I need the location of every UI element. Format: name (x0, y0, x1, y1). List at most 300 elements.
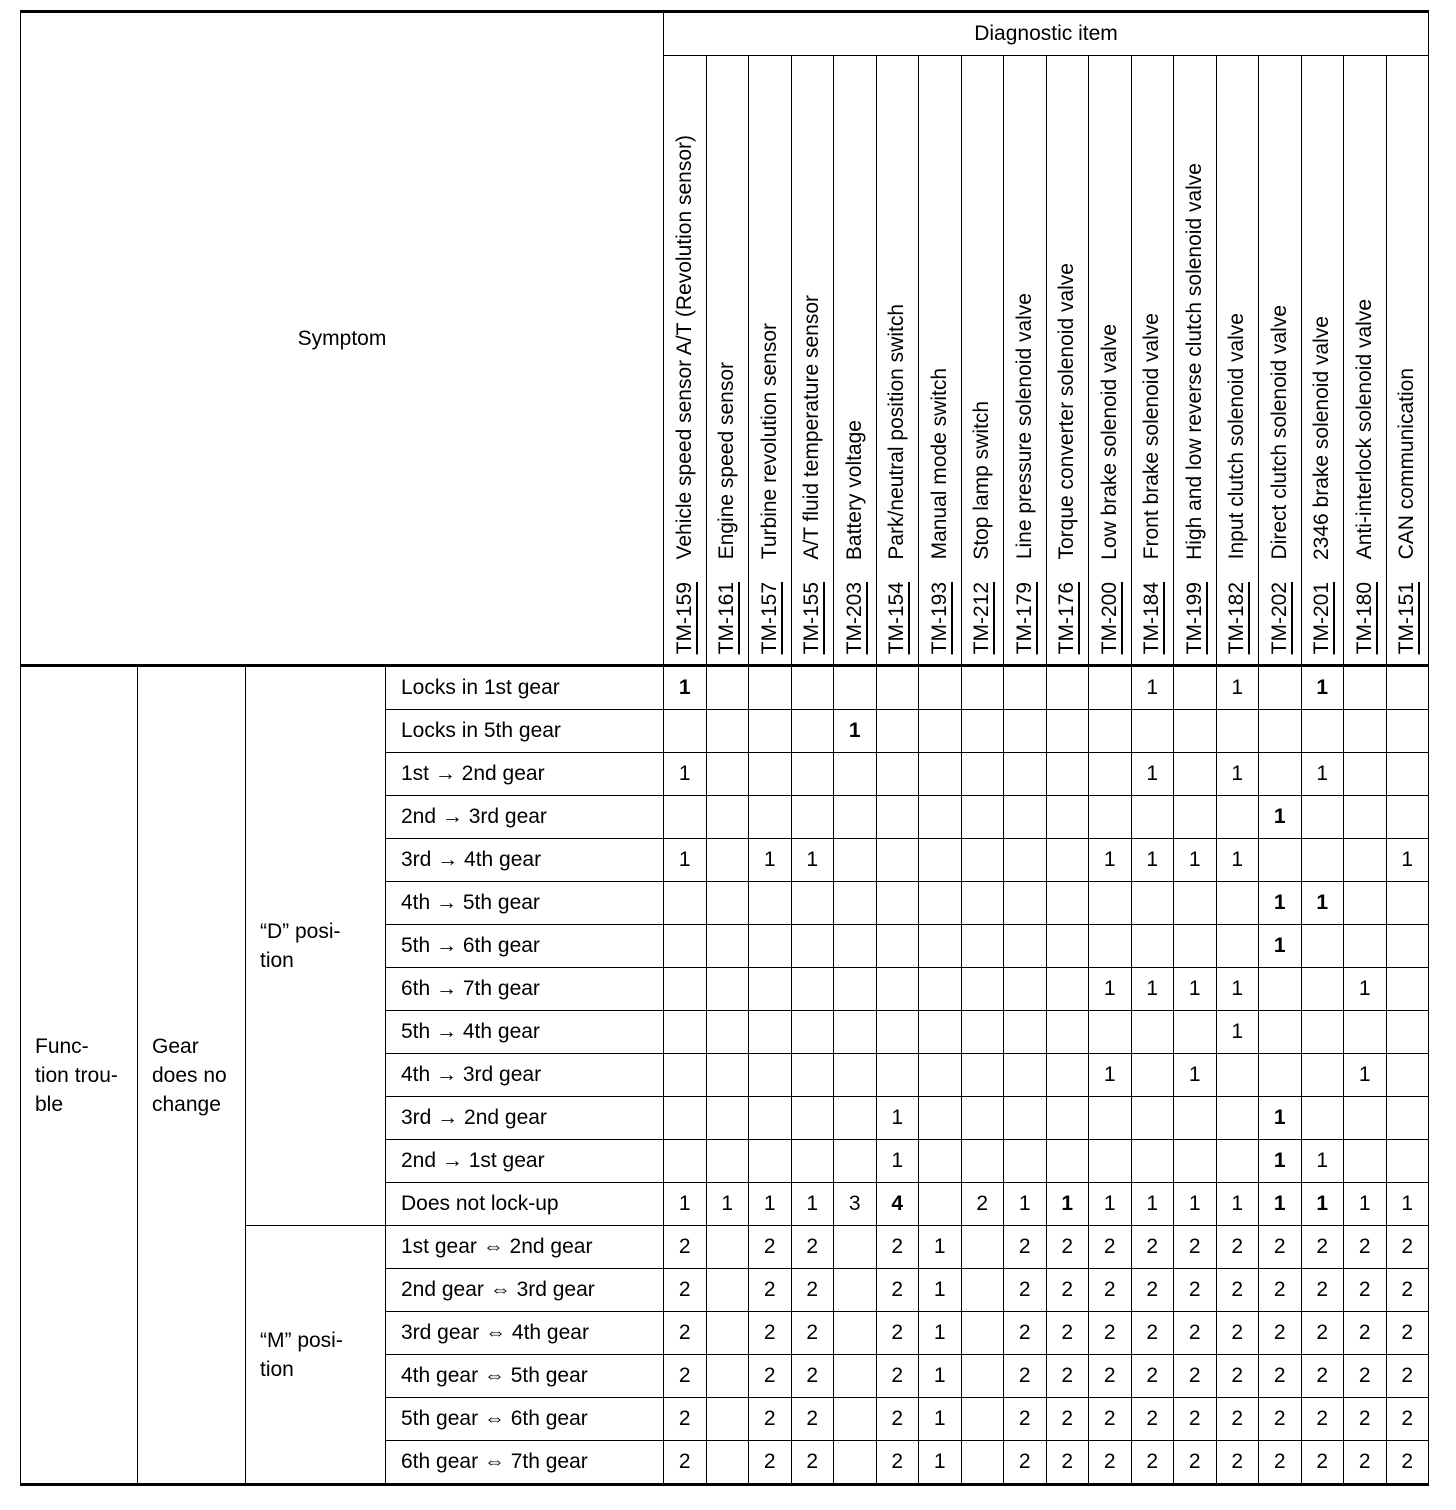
cell-value: 2 (876, 1269, 919, 1312)
column-name: Engine speed sensor (715, 362, 739, 560)
cell-value: 2 (664, 1441, 707, 1485)
cell-value (749, 1097, 792, 1140)
column-ref-link[interactable]: TM-180 (1352, 581, 1376, 654)
diagnostic-item-header: Diagnostic item (664, 12, 1429, 56)
cell-value (749, 1054, 792, 1097)
column-ref-link[interactable]: TM-200 (1097, 581, 1121, 654)
column-ref-link[interactable]: TM-179 (1012, 581, 1036, 654)
cell-value: 2 (1046, 1226, 1089, 1269)
column-name: Manual mode switch (927, 368, 951, 560)
cell-value (1259, 710, 1302, 753)
cell-value: 2 (1386, 1398, 1429, 1441)
cell-value (1046, 1011, 1089, 1054)
column-header (1344, 56, 1387, 666)
cell-value (961, 666, 1004, 710)
cell-value (1301, 710, 1344, 753)
cell-value (961, 1441, 1004, 1485)
cell-value (1089, 882, 1132, 925)
cell-value: 2 (1004, 1226, 1047, 1269)
group-gear-no-change: Gear does no change (138, 666, 246, 1485)
cell-value: 1 (791, 1183, 834, 1226)
cell-value (1386, 1140, 1429, 1183)
cell-value (791, 968, 834, 1011)
cell-value: 2 (664, 1398, 707, 1441)
cell-value: 2 (1386, 1269, 1429, 1312)
cell-value (961, 1097, 1004, 1140)
cell-value (1216, 1097, 1259, 1140)
cell-value (1046, 968, 1089, 1011)
cell-value (664, 1140, 707, 1183)
cell-value (1174, 1097, 1217, 1140)
cell-value (706, 1269, 749, 1312)
cell-value (664, 925, 707, 968)
cell-value (1131, 710, 1174, 753)
cell-value (1089, 666, 1132, 710)
cell-value (919, 1097, 962, 1140)
cell-value (961, 839, 1004, 882)
symptom-label: 3rd → 2nd gear (386, 1097, 664, 1140)
cell-value (1301, 839, 1344, 882)
cell-value (834, 753, 877, 796)
cell-value (791, 925, 834, 968)
cell-value (706, 1312, 749, 1355)
cell-value: 2 (1131, 1441, 1174, 1485)
cell-value (706, 1398, 749, 1441)
cell-value (961, 925, 1004, 968)
cell-value (1004, 882, 1047, 925)
cell-value: 1 (1089, 1183, 1132, 1226)
cell-value (919, 666, 962, 710)
cell-value (1089, 796, 1132, 839)
cell-value: 2 (1174, 1269, 1217, 1312)
cell-value (1089, 925, 1132, 968)
column-header (706, 56, 749, 666)
cell-value: 1 (1216, 1011, 1259, 1054)
symptom-label: Does not lock-up (386, 1183, 664, 1226)
cell-value (961, 1011, 1004, 1054)
cell-value (1301, 1054, 1344, 1097)
cell-value (706, 839, 749, 882)
cell-value: 1 (1344, 968, 1387, 1011)
diagnostic-table (20, 10, 1429, 1486)
cell-value (1089, 1097, 1132, 1140)
cell-value: 2 (749, 1226, 792, 1269)
cell-value: 2 (1301, 1312, 1344, 1355)
cell-value (1386, 925, 1429, 968)
cell-value (961, 753, 1004, 796)
column-name: Input clutch solenoid valve (1225, 313, 1249, 560)
symptom-label: 4th gear ⇔ 5th gear (386, 1355, 664, 1398)
cell-value (1131, 1140, 1174, 1183)
column-ref-link[interactable]: TM-182 (1225, 581, 1249, 654)
cell-value (1089, 1011, 1132, 1054)
cell-value (1216, 882, 1259, 925)
column-ref-link[interactable]: TM-154 (885, 581, 909, 654)
cell-value: 1 (1216, 666, 1259, 710)
cell-value: 2 (791, 1269, 834, 1312)
cell-value: 1 (1301, 1140, 1344, 1183)
cell-value: 2 (1386, 1226, 1429, 1269)
group-function-trouble: Func- tion trou- ble (21, 666, 138, 1485)
cell-value (1131, 882, 1174, 925)
cell-value (1386, 666, 1429, 710)
cell-value (1131, 796, 1174, 839)
column-name: Anti-interlock solenoid valve (1352, 299, 1376, 560)
cell-value (876, 710, 919, 753)
cell-value: 1 (1174, 1183, 1217, 1226)
cell-value: 2 (1259, 1269, 1302, 1312)
cell-value (706, 753, 749, 796)
cell-value: 2 (1089, 1312, 1132, 1355)
cell-value (1174, 1011, 1217, 1054)
cell-value (1046, 839, 1089, 882)
cell-value (791, 1011, 834, 1054)
cell-value: 2 (1386, 1441, 1429, 1485)
cell-value: 1 (1046, 1183, 1089, 1226)
cell-value (1344, 925, 1387, 968)
column-ref-link[interactable]: TM-161 (715, 581, 739, 654)
column-ref-link[interactable]: TM-184 (1140, 581, 1164, 654)
cell-value (1386, 796, 1429, 839)
cell-value: 1 (1216, 753, 1259, 796)
cell-value (749, 1140, 792, 1183)
cell-value: 1 (749, 839, 792, 882)
cell-value (876, 925, 919, 968)
column-ref-link[interactable]: TM-157 (757, 581, 781, 654)
cell-value (1004, 1140, 1047, 1183)
cell-value (1301, 925, 1344, 968)
cell-value (706, 1097, 749, 1140)
cell-value (1301, 796, 1344, 839)
column-name: Turbine revolution sensor (757, 323, 781, 560)
cell-value: 2 (1089, 1226, 1132, 1269)
cell-value (1386, 753, 1429, 796)
document-page (20, 0, 1428, 1510)
cell-value: 1 (1259, 796, 1302, 839)
cell-value (1174, 1140, 1217, 1183)
cell-value: 1 (1131, 753, 1174, 796)
cell-value (664, 796, 707, 839)
symptom-label: 4th → 5th gear (386, 882, 664, 925)
cell-value (749, 882, 792, 925)
cell-value: 1 (1386, 1183, 1429, 1226)
cell-value (664, 1097, 707, 1140)
column-ref-link[interactable]: TM-201 (1310, 581, 1334, 654)
column-header (749, 56, 792, 666)
column-name: Park/neutral position switch (885, 304, 909, 560)
cell-value: 1 (1344, 1054, 1387, 1097)
cell-value (834, 1355, 877, 1398)
cell-value (749, 1011, 792, 1054)
column-header (1301, 56, 1344, 666)
cell-value (664, 710, 707, 753)
cell-value: 2 (1259, 1226, 1302, 1269)
cell-value (834, 839, 877, 882)
cell-value (961, 710, 1004, 753)
column-header (919, 56, 962, 666)
cell-value (1131, 1011, 1174, 1054)
column-ref-link[interactable]: TM-203 (842, 581, 866, 654)
column-name: Direct clutch solenoid valve (1267, 305, 1291, 560)
cell-value (834, 1140, 877, 1183)
cell-value (1046, 753, 1089, 796)
cell-value: 2 (1174, 1312, 1217, 1355)
column-header (1089, 56, 1132, 666)
cell-value (919, 839, 962, 882)
cell-value: 2 (749, 1355, 792, 1398)
cell-value: 1 (749, 1183, 792, 1226)
cell-value (791, 882, 834, 925)
cell-value: 2 (876, 1312, 919, 1355)
cell-value (876, 753, 919, 796)
cell-value (1216, 796, 1259, 839)
cell-value: 1 (664, 839, 707, 882)
cell-value (1344, 796, 1387, 839)
column-ref-link[interactable]: TM-159 (672, 581, 696, 654)
cell-value (961, 1398, 1004, 1441)
cell-value (1344, 1011, 1387, 1054)
column-header (1386, 56, 1429, 666)
cell-value: 2 (1301, 1398, 1344, 1441)
cell-value: 2 (1131, 1355, 1174, 1398)
cell-value (749, 796, 792, 839)
cell-value (919, 1140, 962, 1183)
column-header (1259, 56, 1302, 666)
cell-value: 1 (1131, 666, 1174, 710)
cell-value (749, 753, 792, 796)
cell-value: 1 (664, 1183, 707, 1226)
cell-value (706, 796, 749, 839)
column-name: High and low reverse clutch solenoid valve (1182, 162, 1206, 560)
cell-value (749, 710, 792, 753)
cell-value (1174, 753, 1217, 796)
column-name: 2346 brake solenoid valve (1310, 315, 1334, 560)
cell-value (1004, 968, 1047, 1011)
symptom-label: 5th → 6th gear (386, 925, 664, 968)
cell-value (706, 968, 749, 1011)
cell-value (834, 925, 877, 968)
cell-value (791, 666, 834, 710)
column-name: Battery voltage (842, 419, 866, 560)
cell-value: 2 (1004, 1441, 1047, 1485)
cell-value: 2 (1046, 1269, 1089, 1312)
column-name: CAN communication (1395, 368, 1419, 560)
cell-value (1386, 1011, 1429, 1054)
cell-value: 2 (1344, 1441, 1387, 1485)
cell-value: 2 (1344, 1226, 1387, 1269)
cell-value (961, 1054, 1004, 1097)
cell-value: 2 (1174, 1226, 1217, 1269)
cell-value: 2 (1046, 1441, 1089, 1485)
cell-value: 1 (1301, 1183, 1344, 1226)
cell-value (1131, 1097, 1174, 1140)
cell-value: 1 (919, 1226, 962, 1269)
column-header (961, 56, 1004, 666)
cell-value (1004, 839, 1047, 882)
symptom-label: 5th gear ⇔ 6th gear (386, 1398, 664, 1441)
column-header (1131, 56, 1174, 666)
symptom-label: 1st → 2nd gear (386, 753, 664, 796)
column-ref-link[interactable]: TM-212 (970, 581, 994, 654)
cell-value (1004, 1097, 1047, 1140)
cell-value: 1 (1089, 1054, 1132, 1097)
cell-value: 2 (1344, 1312, 1387, 1355)
cell-value: 2 (1174, 1398, 1217, 1441)
column-name: A/T fluid temperature sensor (800, 295, 824, 560)
cell-value (1259, 753, 1302, 796)
column-name: Vehicle speed sensor A/T (Revolution sensor) (672, 135, 696, 560)
cell-value (1089, 1140, 1132, 1183)
cell-value: 2 (1046, 1312, 1089, 1355)
cell-value: 1 (1131, 839, 1174, 882)
column-name: Line pressure solenoid valve (1012, 293, 1036, 560)
cell-value: 2 (876, 1226, 919, 1269)
cell-value (1004, 753, 1047, 796)
cell-value: 1 (664, 753, 707, 796)
cell-value: 2 (1174, 1441, 1217, 1485)
cell-value (1386, 882, 1429, 925)
cell-value: 2 (791, 1441, 834, 1485)
cell-value: 1 (1089, 839, 1132, 882)
cell-value: 2 (1004, 1355, 1047, 1398)
cell-value (834, 1097, 877, 1140)
cell-value: 2 (1089, 1269, 1132, 1312)
cell-value (1259, 839, 1302, 882)
cell-value: 2 (1216, 1269, 1259, 1312)
cell-value: 1 (876, 1097, 919, 1140)
cell-value (706, 710, 749, 753)
cell-value: 2 (1344, 1398, 1387, 1441)
cell-value: 2 (791, 1226, 834, 1269)
cell-value (1259, 1011, 1302, 1054)
cell-value (1046, 710, 1089, 753)
cell-value (919, 968, 962, 1011)
cell-value (919, 753, 962, 796)
cell-value (961, 1312, 1004, 1355)
cell-value (749, 666, 792, 710)
cell-value (961, 968, 1004, 1011)
cell-value (706, 925, 749, 968)
cell-value: 2 (1301, 1269, 1344, 1312)
column-ref-link[interactable]: TM-199 (1182, 581, 1206, 654)
cell-value: 2 (1301, 1355, 1344, 1398)
cell-value: 2 (1131, 1269, 1174, 1312)
cell-value: 1 (1216, 839, 1259, 882)
column-ref-link[interactable]: TM-202 (1267, 581, 1291, 654)
cell-value (919, 1183, 962, 1226)
cell-value (961, 1269, 1004, 1312)
cell-value: 1 (1259, 1183, 1302, 1226)
cell-value: 1 (1004, 1183, 1047, 1226)
cell-value (664, 1054, 707, 1097)
symptom-label: 2nd gear ⇔ 3rd gear (386, 1269, 664, 1312)
cell-value (834, 1054, 877, 1097)
cell-value (961, 1355, 1004, 1398)
cell-value (1344, 753, 1387, 796)
cell-value: 1 (1259, 925, 1302, 968)
symptom-label: 4th → 3rd gear (386, 1054, 664, 1097)
cell-value: 2 (664, 1226, 707, 1269)
cell-value: 2 (749, 1312, 792, 1355)
column-name: Low brake solenoid valve (1097, 323, 1121, 560)
cell-value: 1 (919, 1269, 962, 1312)
cell-value: 2 (1259, 1312, 1302, 1355)
cell-value: 2 (1131, 1226, 1174, 1269)
column-header (664, 56, 707, 666)
column-ref-link[interactable]: TM-176 (1055, 581, 1079, 654)
column-ref-link[interactable]: TM-155 (800, 581, 824, 654)
symptom-label: Locks in 1st gear (386, 666, 664, 710)
cell-value (919, 710, 962, 753)
cell-value: 1 (1301, 666, 1344, 710)
cell-value: 1 (876, 1140, 919, 1183)
cell-value: 1 (919, 1441, 962, 1485)
cell-value: 2 (1089, 1355, 1132, 1398)
cell-value: 2 (876, 1398, 919, 1441)
cell-value: 2 (1089, 1398, 1132, 1441)
cell-value (834, 1226, 877, 1269)
cell-value: 2 (876, 1355, 919, 1398)
cell-value (706, 1140, 749, 1183)
cell-value (1089, 710, 1132, 753)
cell-value (1046, 925, 1089, 968)
cell-value: 2 (791, 1398, 834, 1441)
column-ref-link[interactable]: TM-151 (1395, 581, 1419, 654)
cell-value (1216, 710, 1259, 753)
group-d-position: “D” posi- tion (246, 666, 386, 1226)
cell-value (791, 710, 834, 753)
cell-value (834, 666, 877, 710)
symptom-label: 2nd → 3rd gear (386, 796, 664, 839)
symptom-label: 3rd → 4th gear (386, 839, 664, 882)
table-row (21, 666, 1429, 710)
cell-value (706, 1011, 749, 1054)
cell-value: 2 (1344, 1269, 1387, 1312)
cell-value (791, 1097, 834, 1140)
cell-value (1386, 968, 1429, 1011)
cell-value: 1 (1259, 882, 1302, 925)
cell-value (1386, 710, 1429, 753)
column-name: Torque converter solenoid valve (1055, 263, 1079, 560)
cell-value: 2 (1344, 1355, 1387, 1398)
cell-value (1174, 925, 1217, 968)
cell-value (1301, 968, 1344, 1011)
symptom-label: 1st gear ⇔ 2nd gear (386, 1226, 664, 1269)
cell-value: 1 (1174, 1054, 1217, 1097)
column-ref-link[interactable]: TM-193 (927, 581, 951, 654)
cell-value: 2 (1089, 1441, 1132, 1485)
cell-value (834, 1011, 877, 1054)
column-header (1004, 56, 1047, 666)
cell-value (1046, 796, 1089, 839)
cell-value: 1 (1131, 968, 1174, 1011)
cell-value (1301, 1011, 1344, 1054)
cell-value (1046, 1054, 1089, 1097)
cell-value (1046, 882, 1089, 925)
cell-value: 2 (664, 1269, 707, 1312)
cell-value: 1 (791, 839, 834, 882)
cell-value (876, 968, 919, 1011)
column-header (1046, 56, 1089, 666)
cell-value (919, 1054, 962, 1097)
cell-value (1259, 1054, 1302, 1097)
cell-value (834, 1398, 877, 1441)
cell-value (706, 1226, 749, 1269)
cell-value (1259, 666, 1302, 710)
cell-value (1344, 882, 1387, 925)
cell-value (1216, 1054, 1259, 1097)
cell-value (834, 1269, 877, 1312)
